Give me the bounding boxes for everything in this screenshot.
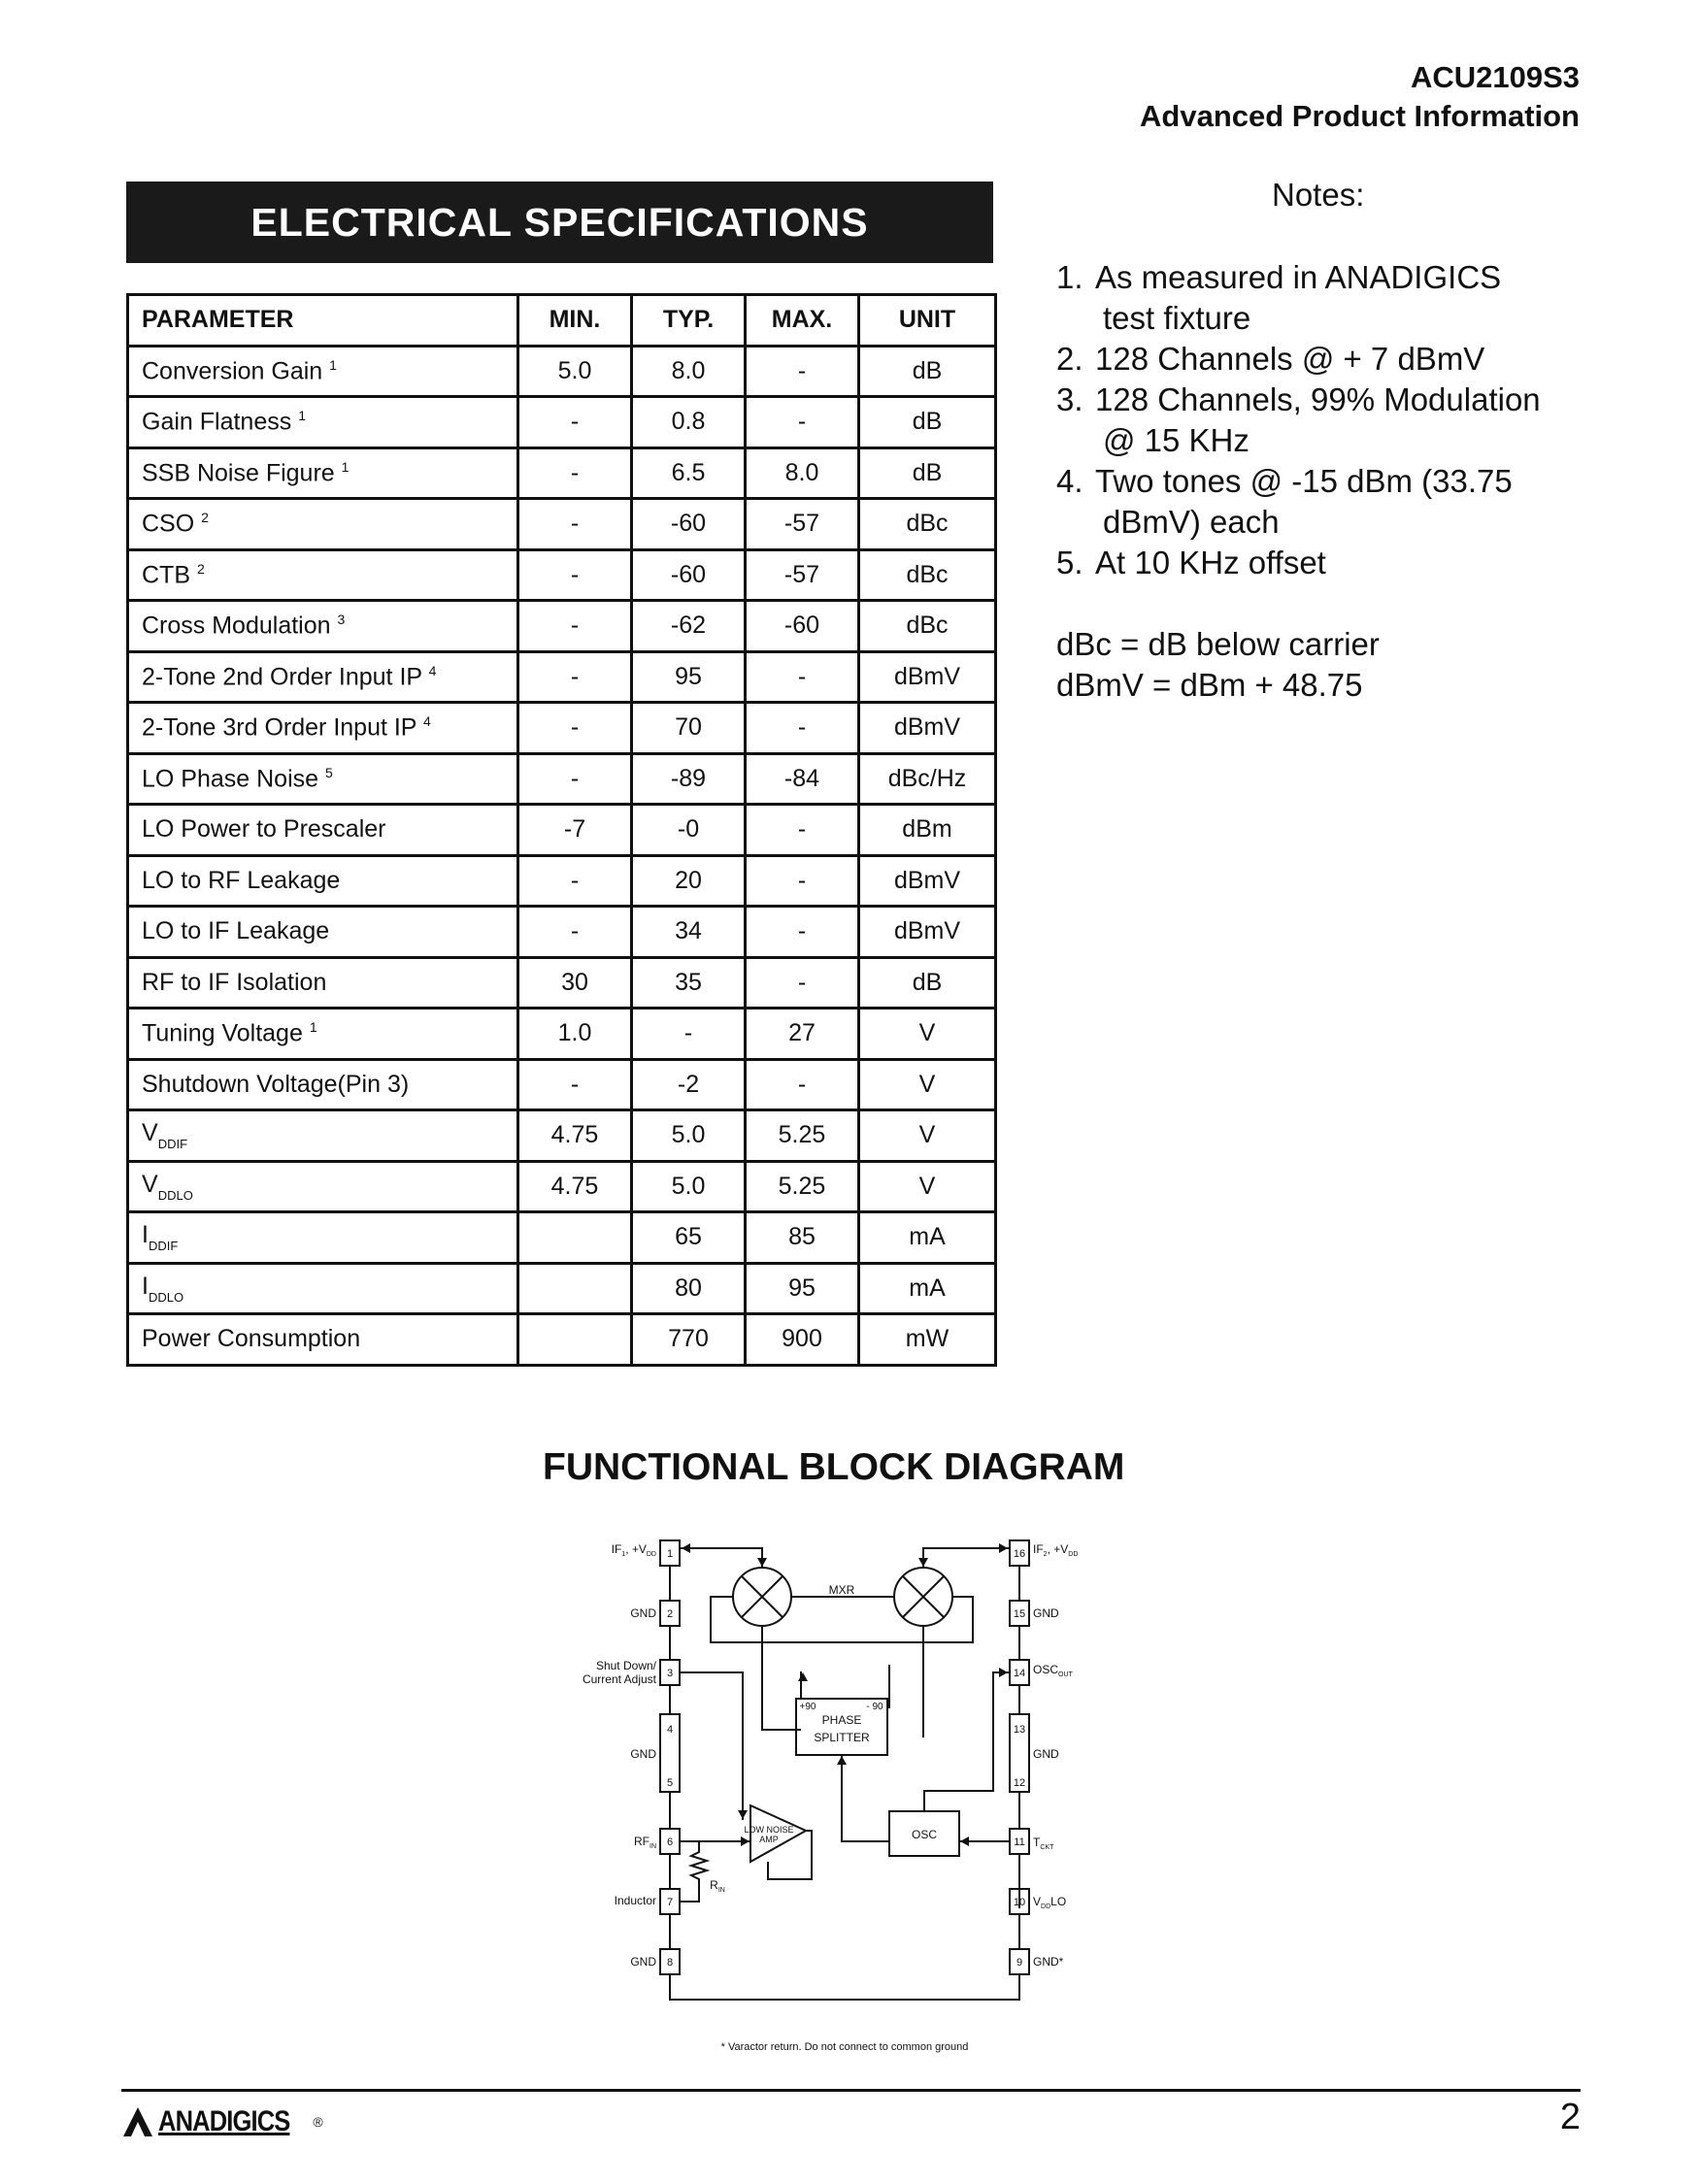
note-text: As measured in ANADIGICS: [1095, 259, 1502, 295]
label-phase: PHASE: [821, 1713, 862, 1727]
functional-block-diagram: [544, 1524, 1126, 2068]
table-row: [128, 1009, 996, 1060]
footnote-ref: 3: [337, 612, 346, 628]
table-row: [128, 651, 996, 703]
note-number: 2.: [1056, 341, 1083, 377]
max-cell: 95: [746, 1263, 859, 1314]
label-splitter: SPLITTER: [814, 1731, 870, 1744]
pin-number: 13: [1013, 1724, 1026, 1736]
label-if2-vdd-text: , +V: [1047, 1542, 1069, 1556]
label-if1-vdd-sub: DD: [646, 1551, 656, 1558]
parameter-name: Conversion Gain: [142, 356, 323, 384]
parameter-subscript: DDIF: [148, 1239, 179, 1254]
note-text: Two tones @ -15 dBm (33.75: [1095, 463, 1513, 499]
label-gnd-pin-8: GND: [630, 1955, 656, 1969]
parameter-name: I: [142, 1272, 149, 1300]
parameter-name: Tuning Voltage: [142, 1019, 303, 1047]
max-cell: -84: [746, 753, 859, 805]
table-row: [128, 499, 996, 550]
typ-cell: 0.8: [632, 397, 746, 448]
max-cell: -60: [746, 601, 859, 652]
pin-number: 6: [666, 1837, 674, 1848]
typ-cell: 80: [632, 1263, 746, 1314]
min-cell: [518, 1263, 632, 1314]
unit-cell: dB: [859, 397, 996, 448]
label-if2-vdd-sub: DD: [1068, 1551, 1079, 1558]
table-row: [128, 1110, 996, 1162]
parameter-cell: [128, 1059, 518, 1110]
parameter-name: Shutdown Voltage(Pin 3): [142, 1070, 410, 1098]
label-if2: IF: [1033, 1542, 1044, 1556]
label-vdd-lo-sub: DD: [1041, 1903, 1051, 1910]
label-vdd-lo: [1033, 1895, 1066, 1910]
max-cell: 85: [746, 1212, 859, 1264]
typ-cell: -: [632, 1009, 746, 1060]
label-gnd-pin-2: GND: [630, 1606, 656, 1620]
parameter-cell: [128, 957, 518, 1009]
min-cell: -: [518, 651, 632, 703]
unit-cell: dB: [859, 346, 996, 397]
min-cell: 30: [518, 957, 632, 1009]
table-row: [128, 907, 996, 958]
label-mxr: MXR: [828, 1583, 855, 1597]
note-item: [1056, 257, 1501, 339]
label-osc-out: [1033, 1663, 1074, 1678]
typ-cell: -60: [632, 499, 746, 550]
unit-cell: dB: [859, 957, 996, 1009]
min-cell: -: [518, 753, 632, 805]
table-row: [128, 703, 996, 754]
parameter-name: I: [142, 1221, 149, 1249]
label-r: R: [710, 1878, 718, 1892]
min-cell: [518, 1314, 632, 1366]
table-row: [128, 753, 996, 805]
parameter-name: RF to IF Isolation: [142, 968, 327, 996]
parameter-cell: [128, 1110, 518, 1162]
definition-dbc: dBc = dB below carrier: [1056, 626, 1380, 662]
unit-cell: V: [859, 1110, 996, 1162]
typ-cell: 95: [632, 651, 746, 703]
max-cell: 5.25: [746, 1161, 859, 1212]
anadigics-logo: [121, 2101, 323, 2142]
parameter-cell: [128, 651, 518, 703]
registered-mark: ®: [313, 2114, 323, 2130]
unit-cell: dBmV: [859, 855, 996, 907]
document-type: Advanced Product Information: [1140, 99, 1580, 133]
unit-cell: dB: [859, 447, 996, 499]
min-cell: -: [518, 397, 632, 448]
max-cell: -: [746, 805, 859, 856]
table-row: [128, 1059, 996, 1110]
table-row: [128, 1161, 996, 1212]
unit-cell: dBc/Hz: [859, 753, 996, 805]
parameter-cell: [128, 549, 518, 601]
column-header-unit: UNIT: [859, 295, 996, 347]
note-text-continued: @ 15 KHz: [1103, 422, 1249, 458]
typ-cell: 20: [632, 855, 746, 907]
min-cell: -: [518, 499, 632, 550]
part-number: ACU2109S3: [1410, 60, 1580, 94]
unit-cell: mA: [859, 1263, 996, 1314]
typ-cell: 6.5: [632, 447, 746, 499]
label-t: T: [1033, 1836, 1041, 1849]
label-rin-sub: IN: [717, 1887, 725, 1894]
max-cell: -: [746, 1059, 859, 1110]
label-lna-line-2: AMP: [759, 1835, 779, 1844]
table-row: [128, 601, 996, 652]
note-number: 4.: [1056, 463, 1083, 499]
pin-number: 9: [1016, 1957, 1023, 1969]
parameter-name: CSO: [142, 510, 195, 538]
parameter-name: Power Consumption: [142, 1325, 361, 1353]
unit-cell: dBmV: [859, 907, 996, 958]
label-rf-sub: IN: [650, 1843, 656, 1850]
note-item: [1056, 543, 1326, 583]
parameter-cell: [128, 907, 518, 958]
label-gnd-pin-15: GND: [1033, 1606, 1059, 1620]
footnote-ref: 1: [341, 458, 350, 475]
note-text-continued: test fixture: [1103, 300, 1251, 336]
footnote-ref: 1: [329, 356, 337, 373]
parameter-name: 2-Tone 2nd Order Input IP: [142, 662, 422, 690]
typ-cell: 8.0: [632, 346, 746, 397]
max-cell: 8.0: [746, 447, 859, 499]
min-cell: -: [518, 1059, 632, 1110]
note-item: [1056, 461, 1513, 543]
parameter-name: LO Power to Prescaler: [142, 815, 386, 844]
label-osc-out-sub: OUT: [1058, 1671, 1073, 1678]
parameter-cell: [128, 1263, 518, 1314]
label-if2-vdd: [1033, 1542, 1078, 1558]
label-if2-sub: 2: [1043, 1551, 1048, 1558]
footnote-ref: 4: [423, 713, 431, 730]
parameter-cell: [128, 753, 518, 805]
electrical-specifications-banner: ELECTRICAL SPECIFICATIONS: [126, 182, 993, 263]
note-item: [1056, 380, 1541, 461]
label-if1-sub: 1: [621, 1551, 626, 1558]
table-row: [128, 855, 996, 907]
column-header-parameter: PARAMETER: [128, 295, 518, 347]
label-gnd-star: GND*: [1033, 1955, 1064, 1969]
footnote-ref: 2: [196, 560, 205, 577]
table-row: [128, 1314, 996, 1366]
label-inductor: Inductor: [614, 1894, 656, 1907]
parameter-cell: [128, 1212, 518, 1264]
parameter-cell: [128, 805, 518, 856]
pin-number: 1: [666, 1548, 674, 1560]
table-row: [128, 447, 996, 499]
parameter-cell: [128, 703, 518, 754]
typ-cell: 770: [632, 1314, 746, 1366]
label-tckt: [1033, 1836, 1054, 1851]
min-cell: -: [518, 601, 632, 652]
label-vdd-lo-suffix: LO: [1050, 1895, 1067, 1908]
unit-cell: mW: [859, 1314, 996, 1366]
parameter-name: LO to RF Leakage: [142, 866, 341, 894]
page-number: 2: [1559, 2097, 1581, 2137]
parameter-name: LO to IF Leakage: [142, 917, 330, 945]
label-osc-block: OSC: [911, 1828, 938, 1841]
label-plus-90: +90: [799, 1702, 816, 1712]
parameter-name: LO Phase Noise: [142, 764, 319, 792]
specifications-table: [126, 293, 997, 1367]
parameter-cell: [128, 447, 518, 499]
footer-divider: [121, 2089, 1581, 2092]
note-number: 3.: [1056, 381, 1083, 417]
parameter-cell: [128, 855, 518, 907]
unit-cell: dBc: [859, 499, 996, 550]
table-header-row: [128, 295, 996, 347]
parameter-cell: [128, 346, 518, 397]
label-if1: IF: [611, 1542, 622, 1556]
label-gnd-pins-4-5: GND: [630, 1747, 656, 1761]
label-minus-90: - 90: [866, 1702, 883, 1712]
footnote-ref: 1: [309, 1019, 317, 1036]
notes-title: Notes:: [1272, 177, 1365, 213]
min-cell: -: [518, 855, 632, 907]
table-row: [128, 397, 996, 448]
note-item: [1056, 339, 1484, 380]
parameter-subscript: DDLO: [157, 1187, 193, 1203]
unit-cell: dBm: [859, 805, 996, 856]
label-if1-vdd: [612, 1542, 656, 1558]
pin-number: 15: [1013, 1608, 1026, 1620]
parameter-name: V: [142, 1170, 158, 1198]
table-row: [128, 549, 996, 601]
unit-cell: dBmV: [859, 651, 996, 703]
label-shutdown-line-2: Current Adjust: [582, 1672, 656, 1686]
parameter-subscript: DDIF: [157, 1137, 188, 1152]
max-cell: -: [746, 346, 859, 397]
max-cell: -: [746, 855, 859, 907]
min-cell: -: [518, 703, 632, 754]
note-number: 5.: [1056, 545, 1083, 580]
note-text-continued: dBmV) each: [1103, 504, 1280, 540]
pin-number: 14: [1013, 1668, 1026, 1679]
max-cell: -: [746, 397, 859, 448]
pin-number: 2: [666, 1608, 674, 1620]
typ-cell: 65: [632, 1212, 746, 1264]
pin-number: 12: [1013, 1777, 1026, 1789]
note-text: 128 Channels @ + 7 dBmV: [1095, 341, 1485, 377]
parameter-cell: [128, 601, 518, 652]
unit-cell: V: [859, 1059, 996, 1110]
max-cell: 900: [746, 1314, 859, 1366]
note-number: 1.: [1056, 259, 1083, 295]
parameter-cell: [128, 397, 518, 448]
note-text: At 10 KHz offset: [1095, 545, 1326, 580]
min-cell: 5.0: [518, 346, 632, 397]
typ-cell: 70: [632, 703, 746, 754]
label-rf: RF: [634, 1835, 650, 1848]
column-header-min: MIN.: [518, 295, 632, 347]
anadigics-logo-text: ANADIGICS: [158, 2105, 290, 2137]
pin-number: 5: [666, 1777, 674, 1789]
pin-number: 7: [666, 1897, 674, 1908]
anadigics-logo-icon: [121, 2105, 154, 2138]
min-cell: 4.75: [518, 1110, 632, 1162]
table-row: [128, 1263, 996, 1314]
min-cell: 4.75: [518, 1161, 632, 1212]
typ-cell: -89: [632, 753, 746, 805]
pin-number: 11: [1014, 1837, 1025, 1848]
pin-number: 4: [666, 1724, 674, 1736]
column-header-typ: TYP.: [632, 295, 746, 347]
unit-cell: V: [859, 1161, 996, 1212]
label-osc: OSC: [1033, 1663, 1059, 1676]
table-row: [128, 805, 996, 856]
footnote-ref: 2: [201, 510, 209, 526]
max-cell: -57: [746, 499, 859, 550]
parameter-cell: [128, 1161, 518, 1212]
parameter-name: SSB Noise Figure: [142, 458, 335, 486]
max-cell: -: [746, 957, 859, 1009]
parameter-name: 2-Tone 3rd Order Input IP: [142, 713, 417, 742]
max-cell: -: [746, 651, 859, 703]
footnote-ref: 1: [298, 408, 306, 424]
min-cell: [518, 1212, 632, 1264]
label-shutdown-line-1: Shut Down/: [595, 1659, 656, 1672]
label-rin: [710, 1878, 725, 1894]
typ-cell: -0: [632, 805, 746, 856]
min-cell: -7: [518, 805, 632, 856]
pin-number: 3: [666, 1668, 674, 1679]
min-cell: -: [518, 549, 632, 601]
column-header-max: MAX.: [746, 295, 859, 347]
unit-cell: mA: [859, 1212, 996, 1264]
pin-number: 16: [1013, 1548, 1026, 1560]
typ-cell: 5.0: [632, 1161, 746, 1212]
max-cell: -: [746, 703, 859, 754]
min-cell: -: [518, 447, 632, 499]
unit-cell: V: [859, 1009, 996, 1060]
label-lna-line-1: LOW NOISE: [744, 1825, 794, 1835]
parameter-cell: [128, 499, 518, 550]
unit-cell: dBmV: [859, 703, 996, 754]
pin-number: 10: [1013, 1897, 1026, 1908]
label-rf-in: [634, 1835, 656, 1850]
label-tckt-sub: CKT: [1040, 1844, 1054, 1851]
label-if1-vdd-text: , +V: [625, 1542, 647, 1556]
diagram-footnote: * Varactor return. Do not connect to common ground: [720, 2041, 969, 2053]
table-row: [128, 346, 996, 397]
parameter-cell: [128, 1314, 518, 1366]
parameter-subscript: DDLO: [148, 1289, 184, 1305]
label-gnd-pins-13-12: GND: [1033, 1747, 1059, 1761]
min-cell: 1.0: [518, 1009, 632, 1060]
max-cell: 5.25: [746, 1110, 859, 1162]
max-cell: -: [746, 907, 859, 958]
parameter-name: Gain Flatness: [142, 408, 292, 436]
parameter-name: V: [142, 1119, 158, 1147]
unit-cell: dBc: [859, 601, 996, 652]
footnote-ref: 4: [428, 662, 437, 678]
typ-cell: 35: [632, 957, 746, 1009]
typ-cell: 5.0: [632, 1110, 746, 1162]
label-v: V: [1033, 1895, 1042, 1908]
typ-cell: -62: [632, 601, 746, 652]
footnote-ref: 5: [325, 764, 333, 780]
definition-dbmv: dBmV = dBm + 48.75: [1056, 667, 1363, 703]
functional-block-diagram-title: FUNCTIONAL BLOCK DIAGRAM: [543, 1446, 1125, 1488]
parameter-name: CTB: [142, 560, 190, 588]
parameter-name: Cross Modulation: [142, 612, 331, 640]
min-cell: -: [518, 907, 632, 958]
parameter-cell: [128, 1009, 518, 1060]
note-text: 128 Channels, 99% Modulation: [1095, 381, 1541, 417]
max-cell: 27: [746, 1009, 859, 1060]
typ-cell: -60: [632, 549, 746, 601]
table-row: [128, 957, 996, 1009]
max-cell: -57: [746, 549, 859, 601]
pin-number: 8: [666, 1957, 674, 1969]
typ-cell: -2: [632, 1059, 746, 1110]
typ-cell: 34: [632, 907, 746, 958]
table-row: [128, 1212, 996, 1264]
unit-cell: dBc: [859, 549, 996, 601]
